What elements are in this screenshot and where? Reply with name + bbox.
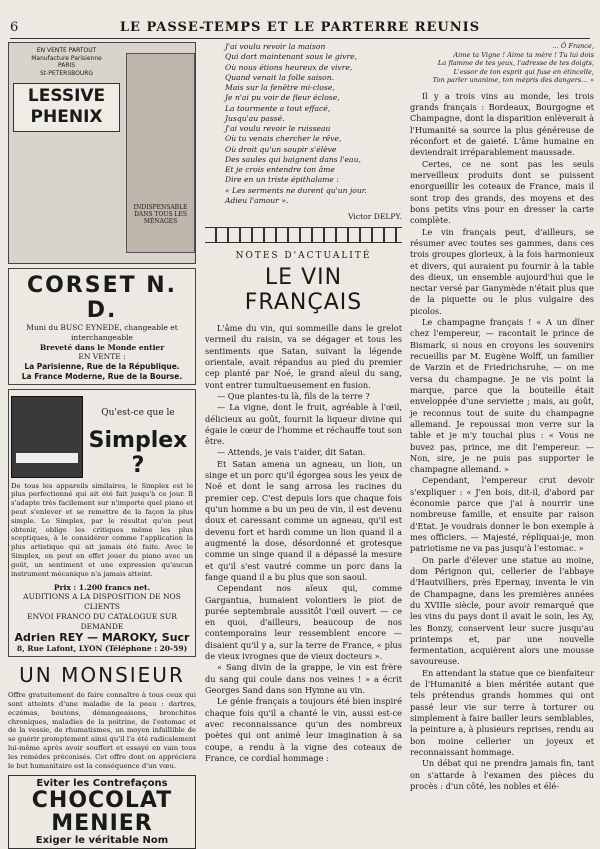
simplex-question: Qu'est-ce que le — [101, 407, 175, 418]
quoted-poem-line: … Ô France, — [552, 42, 594, 50]
menier-ad — [8, 775, 196, 849]
quoted-poem-line: Ton parler unanime, ton mépris des dangers… » — [432, 76, 594, 85]
phenix-ad — [8, 42, 196, 264]
article-paragraph: En attendant la statue que ce bienfaiteur de l'Humanité a bien méritée autant que tels prétendus grands hommes qui ont passé leur vie sur terre à torturer ou simplement à faire bailler leurs semblables, la peinture a, à plusieurs reprises, rendu au bon moine cellerier un joyeux et reconnaissant hommage. — [410, 667, 594, 757]
monsieur-text: Offre gratuitement de faire connaître à tous ceux qui sont atteints d'une maladie de la peau : dartres, eczémas, boutons, démangeaisons, bronchites chroniques, maladies de la poitrine, de l'estomac et de la vessie, de rhumatismes, un moyen infaillible de se guérir promptement ainsi qu'il l'a été radicalement lui-même après avoir souffert et essayé en vain tous les remèdes préconisés. Cet offre dont on appréciera le but humanitaire est la conséquence d'un vœu. — [8, 691, 196, 770]
poem-line: Dire en un triste épithalame : — [225, 175, 339, 185]
article-paragraph: Il y a trois vins au monde, les trois grands français : Bordeaux, Bourgogne et Champagne, dont la disparition enlèverait à l'Humanité sa source la plus généreuse de réconfort et de gaieté. L'âme humaine en deviendrait irréparablement maussade. — [410, 90, 594, 158]
piano-illustration — [11, 396, 83, 478]
simplex-ad — [8, 389, 196, 658]
phenix-line: EN VENTE PARTOUT — [36, 47, 97, 54]
phenix-brand: LESSIVE PHENIX — [13, 83, 120, 132]
simplex-dealer: Adrien REY — MAROKY, Sucr — [14, 631, 190, 645]
simplex-note: AUDITIONS A LA DISPOSITION DE NOS CLIENTS — [23, 592, 181, 612]
simplex-text: De tous les appareils similaires, le Simplex est le plus perfectionné qui ait été fait jusqu'à ce jour. Il s'adapte très facilement sur n'importe quel piano et peut s'enlever et se remettre de la façon la plus simple. Le Simplex, par le résultat qu'on peut obtenir, oblige les critiques même les plus sceptiques, à le considérer comme l'application la plus artistique qui ait jamais été faite. Avec le Simplex, on peut en effet jouer du piano avec un goût, un sentiment et une expression qu'aucun instrument mécanique n'a jamais atteint. — [11, 481, 193, 578]
ads-column — [8, 42, 196, 846]
corset-line: Breveté dans le Monde entier — [39, 342, 165, 352]
article-paragraph: On parle d'élever une statue au moine, dom Pérignon qui, cellerier de l'abbaye d'Hautvilliers, près Epernay, inventa le vin de Champagne, dans les premières années du XVIIIe siècle, pour avoir remarqué que les vins du pays dont il avait le soin, les Ay, les Bonzy, conservent leur sucre jusqu'au printemps et, par une nouvelle fermentation, acquièrent alors une mousse savoureuse. — [410, 554, 594, 667]
phenix-line: PARIS — [57, 62, 76, 69]
corset-ad — [8, 268, 196, 385]
article-paragraph: Cependant, l'empereur crut devoir s'expliquer : « J'en bois, dit-il, d'abord par économie parce que j'ai à nourrir une nombreuse famille, et ensuite par raison d'Etat. Je voudrais donner le bon exemple à mes officiers. — Majesté, répliquai-je, mon patriotisme ne va pas jusqu'à l'estomac. » — [410, 475, 594, 554]
page-number: 6 — [10, 20, 19, 35]
simplex-catalog: ENVOI FRANCO DU CATALOGUE SUR DEMANDE — [27, 611, 177, 631]
article-paragraph: Le champagne français ! « A un dîner chez l'empereur, — racontait le prince de Bismark, si nous en croyons les souvenirs recueillis par M. Eugène Wolff, un familier de Varzin et de Friedrichsruhe, — on me versa du champagne. Je ne vis point la marque, parce que la bouteille était enveloppée d'une serviette ; mais, au goût, je reconnus tout de suite du champagne allemand. Je repoussai mon verre sur la table et je m'y touchai plus : « Vous ne buvez pas, prince, me dit l'empereur. — Non, sire, je ne puis pas supporter le champagne allemand. » — [410, 317, 594, 475]
simplex-name: Simplex ? — [88, 427, 188, 478]
menier-line: MENIER — [51, 810, 153, 836]
poem-line: La tourmente a tout effacé, — [225, 103, 331, 113]
phenix-box-image — [126, 53, 195, 253]
poem-line: Où droit qu'un soupir s'élève — [225, 144, 337, 154]
poem-line: Des saules qui baignent dans l'eau, — [225, 154, 361, 164]
page-header — [10, 20, 590, 39]
corset-line: La France Moderne, Rue de la Bourse. — [21, 371, 183, 381]
phenix-line: St-PETERSBOURG — [39, 69, 94, 77]
article-paragraph: « Sang divin de la grappe, le vin est frère du sang qui coule dans nos veines ! » a écrit Georges Sand dans son Hymne au vin. — [205, 662, 402, 695]
poem — [205, 42, 402, 206]
poem-line: Qui dort maintenant sous le givre, — [225, 52, 357, 62]
phenix-line: Manufacture Parisienne — [31, 54, 102, 62]
article-paragraph: — Attends, je vais t'aider, dit Satan. — [217, 447, 366, 458]
poem-line: Où tu venais chercher le rêve, — [225, 134, 342, 144]
article-title: LE VIN FRANÇAIS — [244, 265, 363, 315]
journal-title: LE PASSE-TEMPS ET LE PARTERRE REUNIS — [119, 20, 481, 35]
article-paragraph: Cependant nos aïeux qui, comme Gargantua, humaient volontiers le piot de purée septembrale aussitôt l'œil ouvert — ce en quoi, d'ailleurs, beaucoup de nos contemporains leur ressemblent encore — disaient qu'il y a, sur la terre de France, « plus de vieux ivrognes que de vieux docteurs ». — [205, 583, 402, 662]
corset-line: EN VENTE : — [78, 352, 126, 362]
article-body — [205, 323, 402, 764]
poem-line: J'ai voulu revoir la maison — [225, 42, 326, 51]
poem-line: Où nous étions heureux de vivre, — [225, 62, 353, 72]
menier-line: Exiger le véritable Nom — [35, 834, 169, 846]
quoted-poem-line: Aime ta Vigne ! Aime ta mère ! Tu lui dois — [453, 50, 594, 59]
article-column-1 — [205, 42, 402, 787]
poem-line: Quand venait la folle saison. — [225, 72, 335, 82]
poem-signature: Victor DELPY. — [348, 212, 402, 221]
article-paragraph: Un débat qui ne prendra jamais fin, tant on s'attarde à l'examen des pièces du procès : d'un côté, les nobles et élé- — [410, 758, 594, 791]
article-paragraph: Le génie français a toujours été bien inspiré chaque fois qu'il a chanté le vin, aussi est-ce avec reconnaissance qu'un des nombreux poètes qui ont animé leur imagination à sa coupe, a rendu à la vigne des coteaux de France, ce cordial hommage : — [205, 696, 402, 763]
corset-line: Muni du BUSC EYNEDE, changeable et interchangeable — [26, 323, 178, 342]
quoted-poem — [410, 42, 594, 85]
section-kicker: NOTES D'ACTUALITÉ — [235, 251, 372, 261]
article-column-2 — [410, 42, 594, 791]
poem-line: Jusqu'au passé. — [225, 113, 285, 123]
article-paragraph: Certes, ce ne sont pas les seuls merveilleux produits dont se puissent enorgueillir les coteaux de France, mais il sont trop des grands, des moyens et des bons petits vins pour en dresser la carte complète. — [410, 158, 594, 226]
article-paragraph: Le vin français peut, d'ailleurs, se résumer avec toutes ses gammes, dans ces trois groupes glorieux, à la fois harmonieux et divers, qui auraient pu fournir à la table des dieux, un ensemble aujourd'hui que le nectar versé par Ganymède n'était plus que de la piquette ou le plus vulgaire des picolos. — [410, 226, 594, 316]
poem-line: Adieu l'amour ». — [225, 195, 289, 205]
poem-line: Et je crois entendre ton âme — [225, 165, 335, 174]
menier-line: CHOCOLAT — [31, 787, 173, 813]
poem-line: Mais sur la fenêtre mi-close, — [225, 83, 335, 92]
poem-line: « Les serments ne durent qu'un jour. — [225, 185, 367, 195]
article-paragraph: — Que plantes-tu là, fils de la terre ? — [217, 390, 370, 401]
monsieur-ad — [8, 663, 196, 770]
quoted-poem-line: La flamme de tes yeux, l'adresse de tes doigts, — [437, 59, 594, 68]
poem-line: Je n'ai pu voir de fleur éclose, — [225, 93, 340, 103]
simplex-price: Prix : 1.200 francs net. — [53, 582, 151, 592]
article-body-continued — [410, 91, 594, 792]
corset-title: CORSET N. D. — [26, 273, 178, 323]
corset-line: La Parisienne, Rue de la République. — [24, 362, 180, 371]
simplex-address: 8, Rue Lafont, LYON (Téléphone : 20-59) — [16, 644, 188, 654]
article-paragraph: Et Satan amena un agneau, un lion, un singe et un porc qu'il égorgea sous les yeux de Noé et dont le sang arrosa les racines du premier cep. C'est depuis lors que chaque fois qu'un homme a bu un peu de vin, il est devenu doux et caressant comme un agneau, qu'il est devenu fort et hardi comme un lion quand il a augmenté la dose, désordonné et grotesque comme un singe quand il a dépassé la mesure et qu'il s'est vautré comme un porc dans la fange quand il a bu plus que son saoul. — [205, 458, 402, 582]
poem-line: J'ai voulu revoir le ruisseau — [225, 124, 331, 133]
menier-line: Eviter les Contrefaçons — [36, 777, 168, 789]
article-paragraph: L'âme du vin, qui sommeille dans le grelot vermeil du raisin, va se dégager et tous les sentiments que Satan, suivant la légende orientale, avait répandus au pied du premier cep planté par Noé, le grand aïeul du sang, vont entrer tumultueusement en fusion. — [205, 323, 402, 390]
quoted-poem-line: L'essor de ton esprit qui fuse en étincelle, — [453, 67, 594, 76]
ornament-divider — [205, 227, 402, 243]
article-paragraph: — La vigne, dont le fruit, agréable à l'œil, délicieux au goût, fournit la liqueur divine qui égaie le cœur de l'homme et réchauffe tout son être. — [205, 402, 402, 447]
monsieur-title: UN MONSIEUR — [19, 663, 185, 688]
phenix-box-label: INDISPENSABLE DANS TOUS LES MÉNAGES — [133, 204, 188, 225]
